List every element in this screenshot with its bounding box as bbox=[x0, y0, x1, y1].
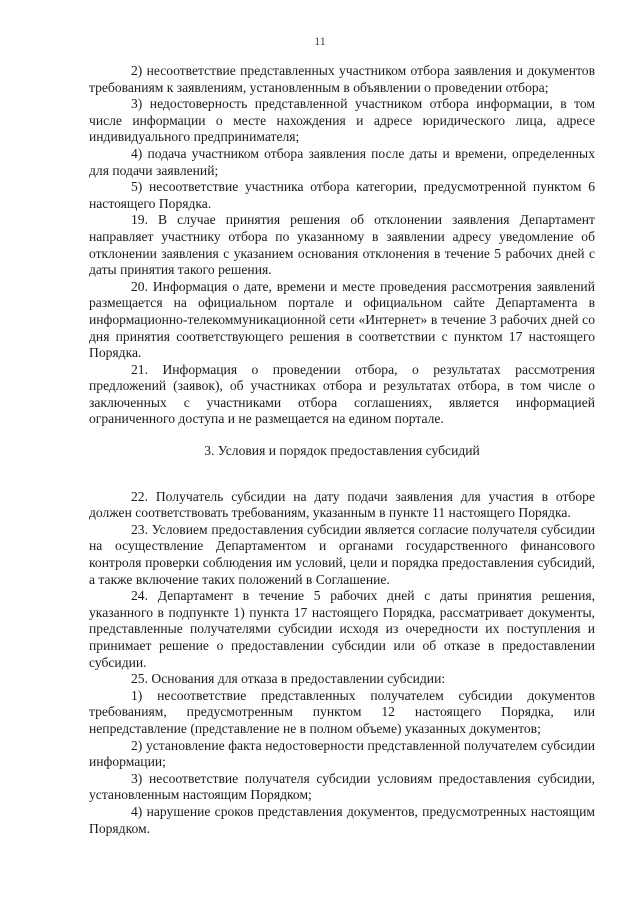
list-item: 4) нарушение сроков представления документов, предусмотренных настоящим Порядком. bbox=[89, 803, 595, 836]
document-body bbox=[89, 63, 595, 837]
paragraph: 20. Информация о дате, времени и месте проведения рассмотрения заявлений размещается на официальном портале и официальном сайте Департамента в информационно-телекоммуникационной сети «Интернет» в течение 3 рабочих дней со дня принятия соответствующего решения в соответствии с пунктом 17 настоящего Порядка. bbox=[89, 278, 595, 361]
paragraph: 24. Департамент в течение 5 рабочих дней с даты принятия решения, указанного в подпункте 1) пункта 17 настоящего Порядка, рассматривает документы, представленные получателями субсидии исходя из очередности их поступления и принимает решение о предоставлении субсидии или об отказе в предоставлении субсидии. bbox=[89, 588, 595, 670]
list-item: 5) несоответствие участника отбора категории, предусмотренной пунктом 6 настоящего Порядка. bbox=[89, 179, 595, 211]
list-item: 2) установление факта недостоверности представленной получателем субсидии информации; bbox=[89, 737, 595, 770]
paragraph: 23. Условием предоставления субсидии является согласие получателя субсидии на осуществление Департаментом и органами государственного финансового контроля проверки соблюдения им условий, цели и порядка предоставления субсидий, а также включение таких положений в Соглашение. bbox=[89, 521, 595, 587]
list-item: 1) несоответствие представленных получателем субсидии документов требованиям, предусмотренным пунктом 12 настоящего Порядка, или непредставление (представление не в полном объеме) указанных документов; bbox=[89, 687, 595, 736]
paragraph: 19. В случае принятия решения об отклонении заявления Департамент направляет участнику отбора по указанному в заявлении адресу уведомление об отклонении заявления с указанием основания отклонения в течение 5 рабочих дней с даты принятия такого решения. bbox=[89, 212, 595, 278]
paragraph: 21. Информация о проведении отбора, о результатах рассмотрения предложений (заявок), об участниках отбора и результатах отбора, в том числе о заключенных с участниками отбора соглашениях, является информацией ограниченного доступа и не размещается на едином портале. bbox=[89, 361, 595, 427]
list-item: 2) несоответствие представленных участником отбора заявления и документов требованиям к заявлениям, установленным в объявлении о проведении отбора; bbox=[89, 63, 595, 95]
paragraph: 25. Основания для отказа в предоставлении субсидии: bbox=[131, 671, 446, 687]
list-item: 3) несоответствие получателя субсидии условиям предоставления субсидии, установленным настоящим Порядком; bbox=[89, 770, 595, 803]
paragraph: 22. Получатель субсидии на дату подачи заявления для участия в отборе должен соответствовать требованиям, указанным в пункте 11 настоящего Порядка. bbox=[89, 488, 595, 521]
list-item: 3) недостоверность представленной участником отбора информации, в том числе информации о месте нахождения и адресе юридического лица, адресе индивидуального предпринимателя; bbox=[89, 96, 595, 145]
section-heading: 3. Условия и порядок предоставления субсидий bbox=[204, 443, 480, 459]
list-item: 4) подача участником отбора заявления после даты и времени, определенных для подачи заявлений; bbox=[89, 145, 595, 178]
page-number: 11 bbox=[314, 34, 326, 48]
